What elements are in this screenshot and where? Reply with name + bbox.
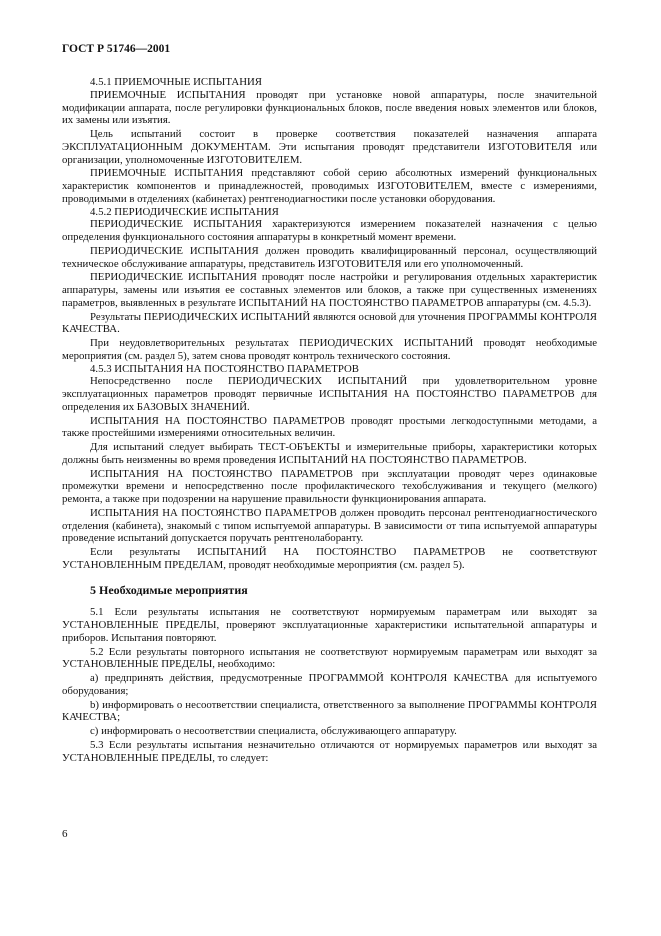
section-5-title: 5 Необходимые мероприятия xyxy=(90,582,248,597)
paragraph: ИСПЫТАНИЯ НА ПОСТОЯНСТВО ПАРАМЕТРОВ проводят простыми легкодоступными методами, а также простейшими измерениями относительных величин. xyxy=(62,414,597,440)
paragraph: При неудовлетворительных результатах ПЕРИОДИЧЕСКИХ ИСПЫТАНИЙ проводят необходимые мероприятия (см. раздел 5), затем снова проводят контроль технического состояния. xyxy=(62,337,597,362)
subsection-heading-4-5-1: 4.5.1 ПРИЕМОЧНЫЕ ИСПЫТАНИЯ xyxy=(90,76,263,88)
paragraph: ИСПЫТАНИЯ НА ПОСТОЯНСТВО ПАРАМЕТРОВ при эксплуатации проводят через одинаковые промежутки времени и непосредственно после профилактического техобслуживания и текущего (мелкого) ремонта, а также при подозрении на нарушение правильности функционирования аппарата. xyxy=(62,467,597,505)
paragraph: Непосредственно после ПЕРИОДИЧЕСКИХ ИСПЫТАНИЙ при удовлетворительном уровне эксплуатационных параметров проводят первичные ИСПЫТАНИЯ НА ПОСТОЯНСТВО ПАРАМЕТРОВ для определения их БАЗОВЫХ ЗНАЧЕНИЙ. xyxy=(62,375,597,413)
paragraph: Если результаты ИСПЫТАНИЙ НА ПОСТОЯНСТВО ПАРАМЕТРОВ не соответствуют УСТАНОВЛЕННЫМ ПРЕДЕЛАМ, проводят необходимые мероприятия (см. раздел 5). xyxy=(62,546,597,571)
document-body xyxy=(62,76,597,764)
paragraph: ПЕРИОДИЧЕСКИЕ ИСПЫТАНИЯ должен проводить квалифицированный персонал, осуществляющий техническое обслуживание аппаратуры, представитель ИЗГОТОВИТЕЛЯ или его уполномоченный. xyxy=(62,244,597,270)
list-item: c) информировать о несоответствии специалиста, обслуживающего аппаратуру. xyxy=(90,725,457,737)
paragraph: ИСПЫТАНИЯ НА ПОСТОЯНСТВО ПАРАМЕТРОВ должен проводить персонал рентгенодиагностического отделения (кабинета), знакомый с типом испытуемой аппаратуры. В зависимости от типа испытуемой аппаратуры проведение испытаний допускается поручать рентгенолаборанту. xyxy=(62,506,597,545)
paragraph: Результаты ПЕРИОДИЧЕСКИХ ИСПЫТАНИЙ являются основой для уточнения ПРОГРАММЫ КОНТРОЛЯ КАЧЕСТВА. xyxy=(62,310,597,336)
subsection-heading-4-5-3: 4.5.3 ИСПЫТАНИЯ НА ПОСТОЯНСТВО ПАРАМЕТРОВ xyxy=(90,362,359,375)
paragraph: ПРИЕМОЧНЫЕ ИСПЫТАНИЯ проводят при установке новой аппаратуры, после значительной модификации аппарата, после регулировки функциональных блоков, после введения новых элементов или блоков, их замены или изъятия. xyxy=(62,88,597,127)
paragraph: ПРИЕМОЧНЫЕ ИСПЫТАНИЯ представляют собой серию абсолютных измерений функциональных характеристик компонентов и принадлежностей, проводимых ИЗГОТОВИТЕЛЕМ, вместе с измерениями, проводимыми в отделениях (кабинетах) рентгенодиагностики после установки оборудования. xyxy=(62,167,597,205)
paragraph: ПЕРИОДИЧЕСКИЕ ИСПЫТАНИЯ проводят после настройки и регулирования отдельных характеристик аппаратуры, замены или изъятия ее составных элементов или блоков, а также при существенных изменениях параметров, выявленных в результате ИСПЫТАНИЙ НА ПОСТОЯНСТВО ПАРАМЕТРОВ аппаратуры (см. 4.5.3). xyxy=(62,271,597,309)
paragraph: 5.3 Если результаты испытания незначительно отличаются от нормируемых параметров или выходят за УСТАНОВЛЕННЫЕ ПРЕДЕЛЫ, то следует: xyxy=(62,738,597,764)
paragraph: Цель испытаний состоит в проверке соответствия показателей назначения аппарата ЭКСПЛУАТАЦИОННЫМ ДОКУМЕНТАМ. Эти испытания проводят представители ИЗГОТОВИТЕЛЯ или организации, уполномоченные ИЗГОТОВИТЕЛЕМ. xyxy=(62,128,597,166)
subsection-heading-4-5-2: 4.5.2 ПЕРИОДИЧЕСКИЕ ИСПЫТАНИЯ xyxy=(90,205,279,218)
list-item: a) предпринять действия, предусмотренные ПРОГРАММОЙ КОНТРОЛЯ КАЧЕСТВА для испытуемого оборудования; xyxy=(62,672,597,697)
document-header: ГОСТ Р 51746—2001 xyxy=(62,43,171,55)
paragraph: 5.2 Если результаты повторного испытания не соответствуют нормируемым параметрам или выходят за УСТАНОВЛЕННЫЕ ПРЕДЕЛЫ, необходимо: xyxy=(62,645,597,671)
list-item: b) информировать о несоответствии специалиста, ответственного за выполнение ПРОГРАММЫ КОНТРОЛЯ КАЧЕСТВА; xyxy=(62,698,597,724)
paragraph: ПЕРИОДИЧЕСКИЕ ИСПЫТАНИЯ характеризуются измерением показателей назначения с целью определения функционального состояния аппаратуры в конкретный момент времени. xyxy=(62,218,597,243)
paragraph: Для испытаний следует выбирать ТЕСТ-ОБЪЕКТЫ и измерительные приборы, характеристики которых должны быть неизменны во время проведения ИСПЫТАНИЙ НА ПОСТОЯНСТВО ПАРАМЕТРОВ. xyxy=(62,441,597,466)
page-number: 6 xyxy=(62,828,68,840)
paragraph: 5.1 Если результаты испытания не соответствуют нормируемым параметрам или выходят за УСТАНОВЛЕННЫЕ ПРЕДЕЛЫ, проверяют эксплуатационные характеристики испытательной аппаратуры и приборов. Испытания повторяют. xyxy=(62,606,597,644)
